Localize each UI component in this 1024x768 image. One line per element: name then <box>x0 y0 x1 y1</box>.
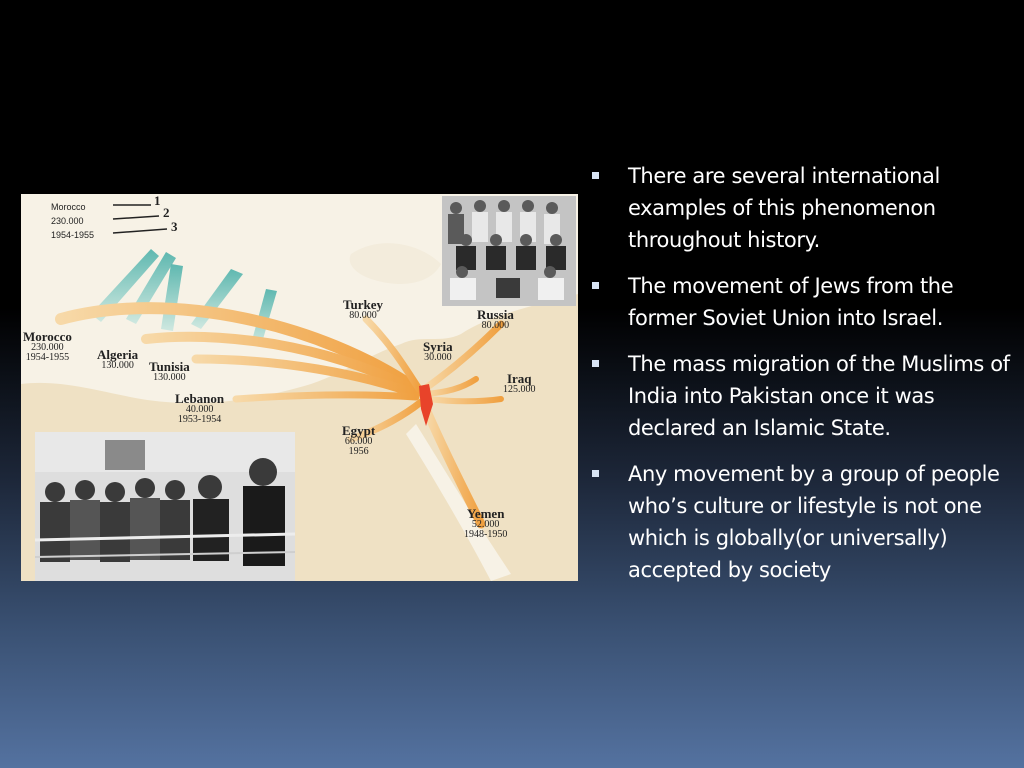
square-bullet-icon <box>592 282 599 289</box>
label-tunisia: Tunisia 130.000 <box>149 359 190 383</box>
label-morocco: Morocco 230.000 1954-1955 <box>23 329 72 363</box>
bullet-item <box>592 348 1012 444</box>
bullet-item <box>592 160 1012 256</box>
team-photo <box>442 196 576 306</box>
bullet-list <box>592 160 1012 600</box>
legend-key-2: 2 <box>163 205 170 220</box>
square-bullet-icon <box>592 172 599 179</box>
bullet-text: The movement of Jews from the former Soviet Union into Israel. <box>628 274 954 330</box>
label-algeria: Algeria 130.000 <box>97 347 139 371</box>
square-bullet-icon <box>592 360 599 367</box>
red-sea <box>406 424 511 581</box>
arrow-lebanon <box>236 395 416 399</box>
bullet-item <box>592 270 1012 334</box>
bullet-text: Any movement by a group of people who’s culture or lifestyle is not one which is globally(or universally) accepted by society <box>628 462 1000 582</box>
bullet-text: The mass migration of the Muslims of India into Pakistan once it was declared an Islamic State. <box>628 352 1010 440</box>
label-lebanon: Lebanon 40.000 1953-1954 <box>175 391 225 425</box>
label-iraq: Iraq 125.000 <box>503 371 536 395</box>
label-yemen: Yemen 52.000 1948-1950 <box>464 506 508 540</box>
legend-key-1: 1 <box>154 194 161 208</box>
label-syria: Syria 30.000 <box>423 339 453 363</box>
bullet-text: There are several international examples of this phenomenon throughout history. <box>628 164 940 252</box>
legend-key-3: 3 <box>171 219 178 234</box>
legend-count: 230.000 <box>51 216 84 226</box>
migration-map-image <box>21 194 578 581</box>
label-turkey: Turkey 80.000 <box>343 297 383 321</box>
legend-country: Morocco <box>51 202 86 212</box>
arrow-iraq-2 <box>429 399 501 401</box>
map-legend <box>51 200 94 242</box>
immigrants-photo <box>35 432 295 581</box>
bullet-item <box>592 458 1012 586</box>
legend-years: 1954-1955 <box>51 230 95 240</box>
square-bullet-icon <box>592 470 599 477</box>
label-russia: Russia 80.000 <box>477 307 514 331</box>
label-egypt: Egypt 66.000 1956 <box>342 423 376 457</box>
